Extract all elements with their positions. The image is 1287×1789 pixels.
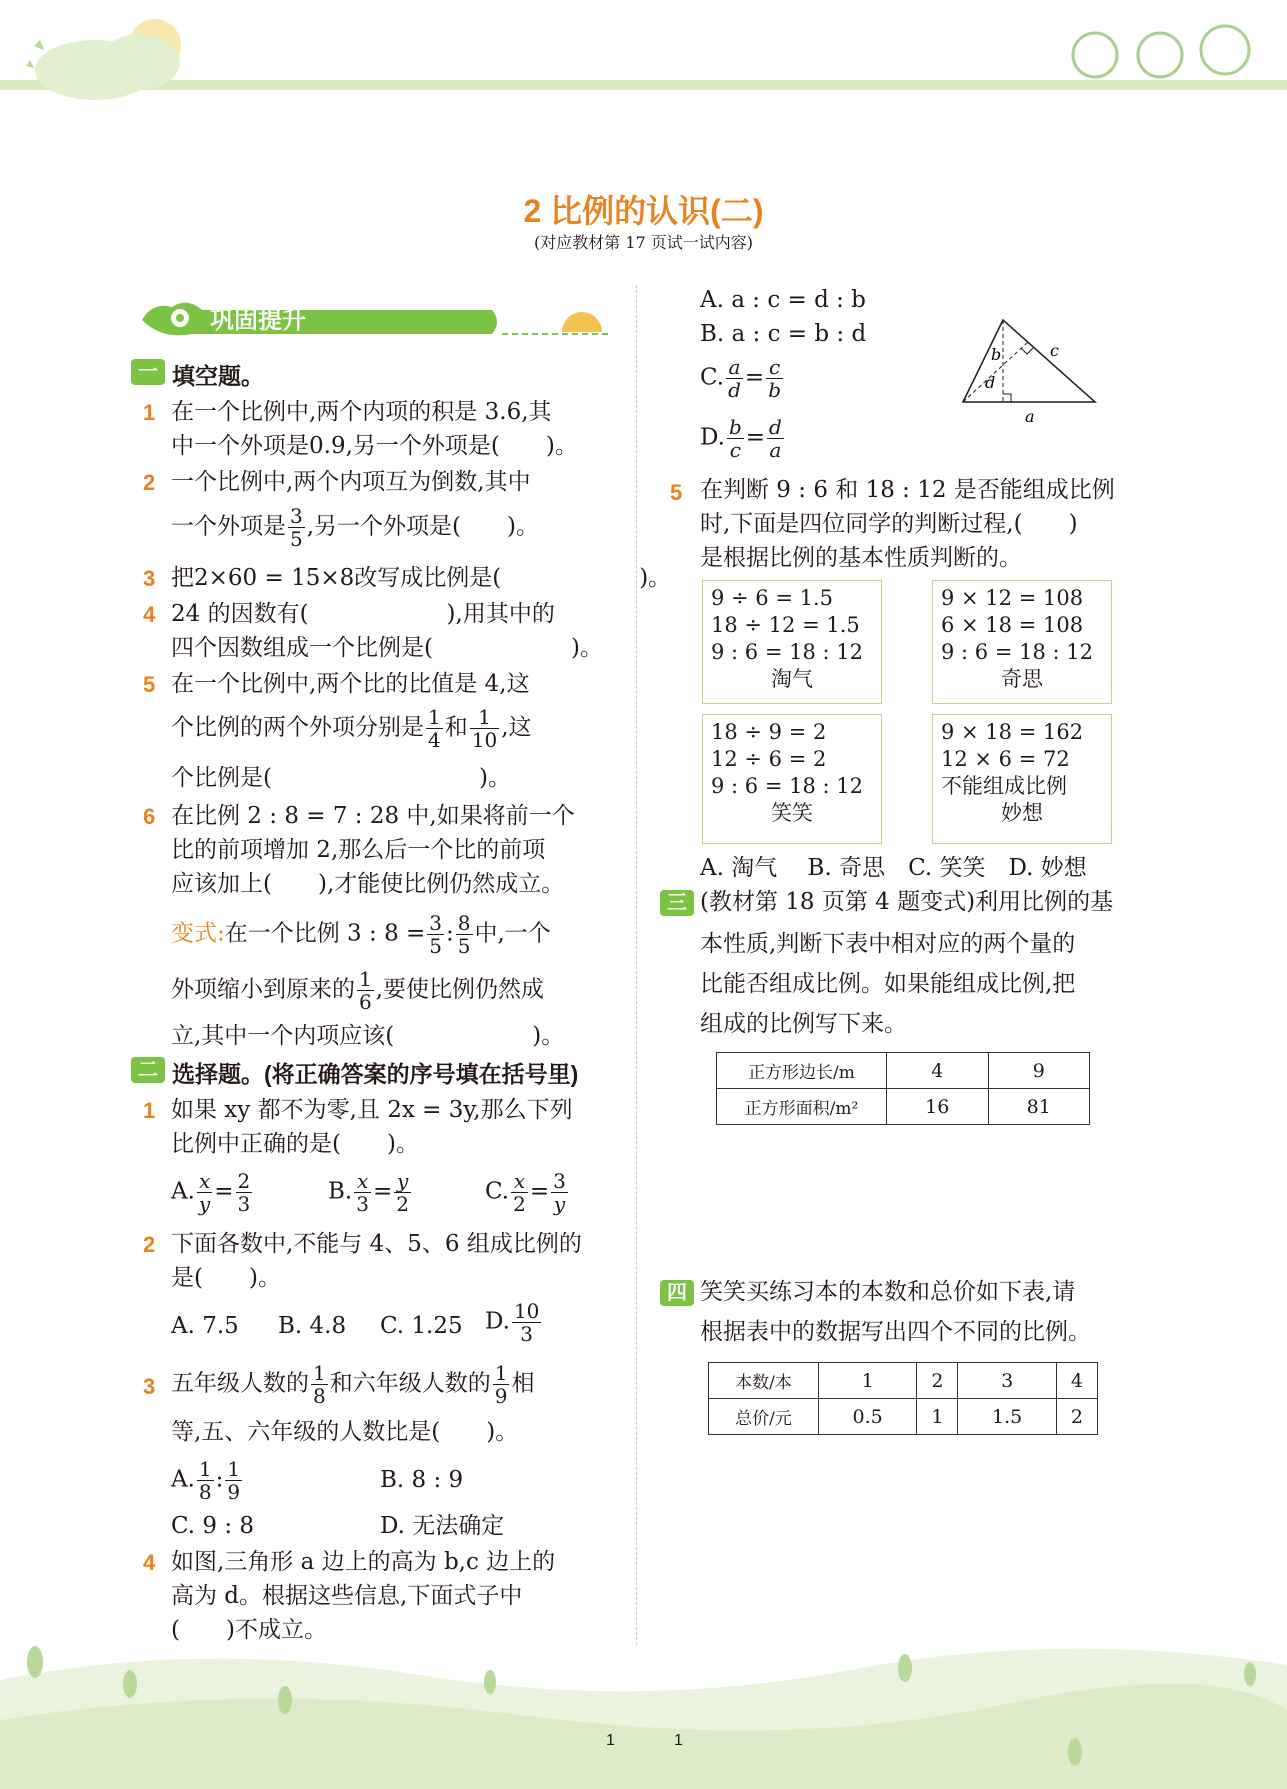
q2-line2: 一个外项是 $\frac{3}{5}$ ,另一个外项是( )。 <box>171 504 539 551</box>
q3-number: 3 <box>143 566 156 591</box>
s2q3-option-b: B. 8 : 9 <box>380 1467 464 1493</box>
s2q4-line2: 高为 d。根据这些信息,下面式子中 <box>171 1583 523 1609</box>
q6-line1: 在比例 2 : 8 = 7 : 28 中,如果将前一个 <box>171 803 575 829</box>
variant-line3: 立,其中一个内项应该( )。 <box>171 1023 565 1049</box>
q6-line3: 应该加上( ),才能使比例仍然成立。 <box>171 871 565 897</box>
s2q1-option-c: C. $\frac{x}{2}$ = $\frac{3}{y}$ <box>485 1169 566 1216</box>
section-3-badge: 三 <box>660 890 694 916</box>
s2q4-option-a: A. a : c = d : b <box>700 287 866 313</box>
variant-line1: 变式:在一个比例 3 : 8 = $\frac{3}{5}$ : $\frac{8}{5}$ 中,一个 <box>171 911 551 958</box>
table-cell: 本数/本 <box>709 1363 819 1399</box>
q5-line3: 个比例是( )。 <box>171 765 511 791</box>
page-number-right: 1 <box>674 1732 683 1749</box>
q4-number: 4 <box>143 602 156 627</box>
s2q3-number: 3 <box>143 1374 156 1399</box>
q2-number: 2 <box>143 470 156 495</box>
q5-line2: 个比例的两个外项分别是 $\frac{1}{4}$ 和 $\frac{1}{10}$ ,这 <box>171 705 532 752</box>
triangle-figure <box>955 310 1105 430</box>
s2q1-option-b: B. $\frac{x}{3}$ = $\frac{y}{2}$ <box>328 1169 409 1216</box>
q1-line2: 中一个外项是0.9,另一个外项是( )。 <box>171 433 578 459</box>
page-number-left: 1 <box>606 1732 615 1749</box>
footer-landscape <box>0 1620 1287 1789</box>
s2q5-line1: 在判断 9 : 6 和 18 : 12 是否能组成比例 <box>700 477 1115 503</box>
page-subtitle: (对应教材第 17 页试一试内容) <box>533 233 754 252</box>
s2q2-line1: 下面各数中,不能与 4、5、6 组成比例的 <box>171 1231 582 1257</box>
table-cell: 16 <box>887 1089 989 1125</box>
s3-line1: (教材第 18 页第 4 题变式)利用比例的基 <box>700 889 1114 915</box>
q3-line1: 把2×60 = 15×8改写成比例是( )。 <box>171 565 672 591</box>
s2q2-option-c: C. 1.25 <box>380 1313 463 1339</box>
table-cell: 正方形边长/m <box>717 1053 887 1089</box>
s2q2-line2: 是( )。 <box>171 1265 281 1291</box>
label-a: a <box>1025 407 1035 426</box>
q5-line1: 在一个比例中,两个比的比值是 4,这 <box>171 671 530 697</box>
s2q4-option-b: B. a : c = b : d <box>700 321 867 347</box>
table-row <box>717 1053 1090 1089</box>
s2q3-line2: 等,五、六年级的人数比是( )。 <box>171 1419 519 1445</box>
table-cell: 0.5 <box>819 1399 917 1435</box>
variant-line2: 外项缩小到原来的 $\frac{1}{6}$ ,要使比例仍然成 <box>171 967 545 1014</box>
s2q1-option-a: A. $\frac{x}{y}$ = $\frac{2}{3}$ <box>171 1169 251 1216</box>
section-1-title: 填空题。 <box>172 363 264 389</box>
section-banner <box>132 292 612 342</box>
table-cell: 2 <box>1056 1399 1097 1435</box>
s2q3-option-d: D. 无法确定 <box>380 1513 505 1539</box>
table-cell: 4 <box>1056 1363 1097 1399</box>
student-box-qisi: 9 × 12 = 108 6 × 18 = 108 9 : 6 = 18 : 12 奇思 <box>932 580 1112 704</box>
page-title: 2 比例的认识(二) <box>523 193 764 229</box>
table-cell: 1 <box>819 1363 917 1399</box>
section-1-badge: 一 <box>131 359 165 385</box>
student-box-miaoxiang: 9 × 18 = 162 12 × 6 = 72 不能组成比例 妙想 <box>932 714 1112 844</box>
table-cell: 2 <box>917 1363 958 1399</box>
student-box-xiaoxiao: 18 ÷ 9 = 2 12 ÷ 6 = 2 9 : 6 = 18 : 12 笑笑 <box>702 714 882 844</box>
s2q2-option-d: D. $\frac{10}{3}$ <box>485 1299 540 1346</box>
s2q3-line1: 五年级人数的 $\frac{1}{8}$ 和六年级人数的 $\frac{1}{9}$ 相 <box>171 1361 535 1408</box>
s2q4-option-c: C. $\frac{a}{d}$ = $\frac{c}{b}$ <box>700 355 781 402</box>
table-cell: 9 <box>988 1053 1090 1089</box>
table-row <box>709 1363 1098 1399</box>
q1-line1: 在一个比例中,两个内项的积是 3.6,其 <box>171 399 552 425</box>
table-cell: 81 <box>988 1089 1090 1125</box>
s2q2-option-b: B. 4.8 <box>278 1313 347 1339</box>
s2q3-option-c: C. 9 : 8 <box>171 1513 255 1539</box>
s2q2-number: 2 <box>143 1232 156 1257</box>
s2q5-number: 5 <box>670 480 683 505</box>
label-c: c <box>1050 341 1059 360</box>
table-cell: 总价/元 <box>709 1399 819 1435</box>
fraction: $\frac{3}{5}$ <box>290 504 303 551</box>
table-cell: 3 <box>958 1363 1056 1399</box>
s3-line3: 比能否组成比例。如果能组成比例,把 <box>700 971 1076 997</box>
s2q5-line3: 是根据比例的基本性质判断的。 <box>700 545 1022 571</box>
label-b: b <box>991 345 1002 364</box>
square-table <box>716 1052 1090 1125</box>
s2q4-line1: 如图,三角形 a 边上的高为 b,c 边上的 <box>171 1549 556 1575</box>
s2q1-number: 1 <box>143 1098 156 1123</box>
s2q2-option-a: A. 7.5 <box>171 1313 239 1339</box>
table-cell: 1.5 <box>958 1399 1056 1435</box>
section-2-badge: 二 <box>131 1057 165 1083</box>
column-divider <box>636 285 637 1645</box>
s2q4-line3: ( )不成立。 <box>171 1617 327 1643</box>
s4-line1: 笑笑买练习本的本数和总价如下表,请 <box>700 1279 1076 1305</box>
q6-line2: 比的前项增加 2,那么后一个比的前项 <box>171 837 546 863</box>
q6-number: 6 <box>143 804 156 829</box>
table-row <box>709 1399 1098 1435</box>
banner-label: 巩固提升 <box>210 307 306 334</box>
table-row <box>717 1089 1090 1125</box>
s2q1-line1: 如果 xy 都不为零,且 2x = 3y,那么下列 <box>171 1097 573 1123</box>
s2q1-line2: 比例中正确的是( )。 <box>171 1131 419 1157</box>
section-2-title: 选择题。(将正确答案的序号填在括号里) <box>172 1061 579 1087</box>
s2q4-option-d: D. $\frac{b}{c}$ = $\frac{d}{a}$ <box>700 415 782 462</box>
q2-line1: 一个比例中,两个内项互为倒数,其中 <box>171 469 531 495</box>
whale-icon <box>132 292 612 342</box>
q4-line2: 四个因数组成一个比例是( )。 <box>171 635 603 661</box>
table-cell: 1 <box>917 1399 958 1435</box>
label-d: d <box>985 373 996 392</box>
s2q3-option-a: A. $\frac{1}{8}$ : $\frac{1}{9}$ <box>171 1457 241 1504</box>
table-cell: 正方形面积/m² <box>717 1089 887 1125</box>
header-decoration <box>0 0 1287 130</box>
student-box-taoqi: 9 ÷ 6 = 1.5 18 ÷ 12 = 1.5 9 : 6 = 18 : 12 淘气 <box>702 580 882 704</box>
q1-number: 1 <box>143 400 156 425</box>
section-4-badge: 四 <box>660 1280 694 1306</box>
q4-line1: 24 的因数有( ),用其中的 <box>171 601 555 627</box>
price-table <box>708 1362 1098 1435</box>
s3-line4: 组成的比例写下来。 <box>700 1011 907 1037</box>
table-cell: 4 <box>887 1053 989 1089</box>
s4-line2: 根据表中的数据写出四个不同的比例。 <box>700 1319 1091 1345</box>
s2q4-number: 4 <box>143 1550 156 1575</box>
s2q5-options: A. 淘气 B. 奇思 C. 笑笑 D. 妙想 <box>700 855 1087 881</box>
s2q5-line2: 时,下面是四位同学的判断过程,( ) <box>700 511 1078 537</box>
s3-line2: 本性质,判断下表中相对应的两个量的 <box>700 931 1076 957</box>
q5-number: 5 <box>143 672 156 697</box>
